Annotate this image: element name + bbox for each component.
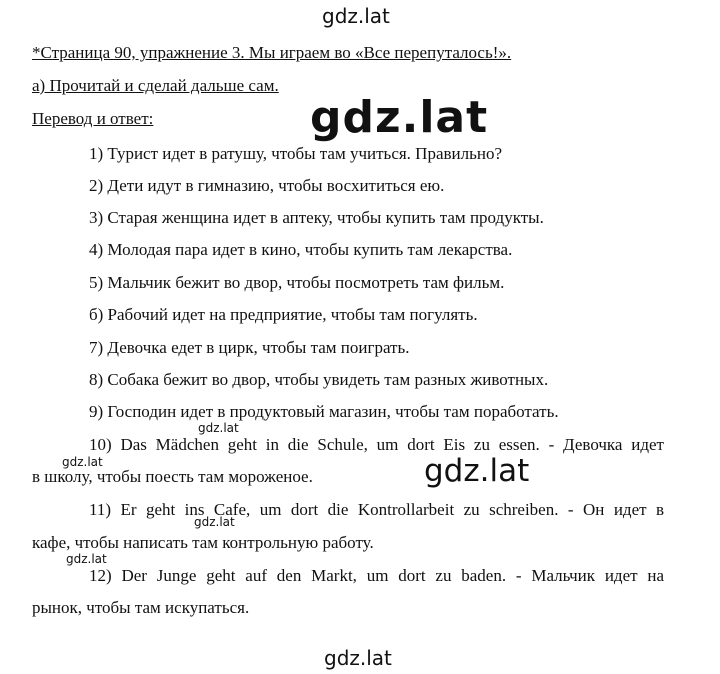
list-item-12-line2: рынок, чтобы там искупаться. [32,598,250,617]
list-item-1: 1) Турист идет в ратушу, чтобы там учиться. Правильно? [89,144,503,163]
watermark-top: gdz.lat [322,4,390,28]
list-item-9: 9) Господин идет в продуктовый магазин, чтобы там поработать. [89,402,559,421]
list-item-3: 3) Старая женщина идет в аптеку, чтобы купить там продукты. [89,208,544,227]
list-item-5: 5) Мальчик бежит во двор, чтобы посмотреть там фильм. [89,273,505,292]
watermark-small-2: gdz.lat [62,455,103,469]
list-item-4: 4) Молодая пара идет в кино, чтобы купить там лекарства. [89,240,513,259]
watermark-small-4: gdz.lat [66,552,107,566]
exercise-header: *Страница 90, упражнение 3. Мы играем во «Все перепуталось!». [32,43,512,62]
translation-label: Перевод и ответ: [32,109,154,128]
list-item-11-line2: кафе, чтобы написать там контрольную работу. [32,533,374,552]
watermark-bottom: gdz.lat [324,646,392,670]
watermark-medium: gdz.lat [424,453,530,489]
task-subheader: а) Прочитай и сделай дальше сам. [32,76,279,95]
watermark-small-3: gdz.lat [194,515,235,529]
list-item-10-line2: в школу, чтобы поесть там мороженое. [32,467,313,486]
list-item-7: 7) Девочка едет в цирк, чтобы там поиграть. [89,338,410,357]
list-item-11-line1: 11) Er geht ins Cafe, um dort die Kontrollarbeit zu schreiben. - Он идет в [89,500,664,519]
list-item-8: 8) Собака бежит во двор, чтобы увидеть там разных животных. [89,370,549,389]
list-item-2: 2) Дети идут в гимназию, чтобы восхититься ею. [89,176,445,195]
watermark-small-1: gdz.lat [198,421,239,435]
watermark-large: gdz.lat [310,92,489,143]
list-item-6: б) Рабочий идет на предприятие, чтобы там погулять. [89,305,478,324]
list-item-12-line1: 12) Der Junge geht auf den Markt, um dort zu baden. - Мальчик идет на [89,566,664,585]
list-item-10-line1: 10) Das Mädchen geht in die Schule, um dort Eis zu essen. - Девочка идет [89,435,664,454]
